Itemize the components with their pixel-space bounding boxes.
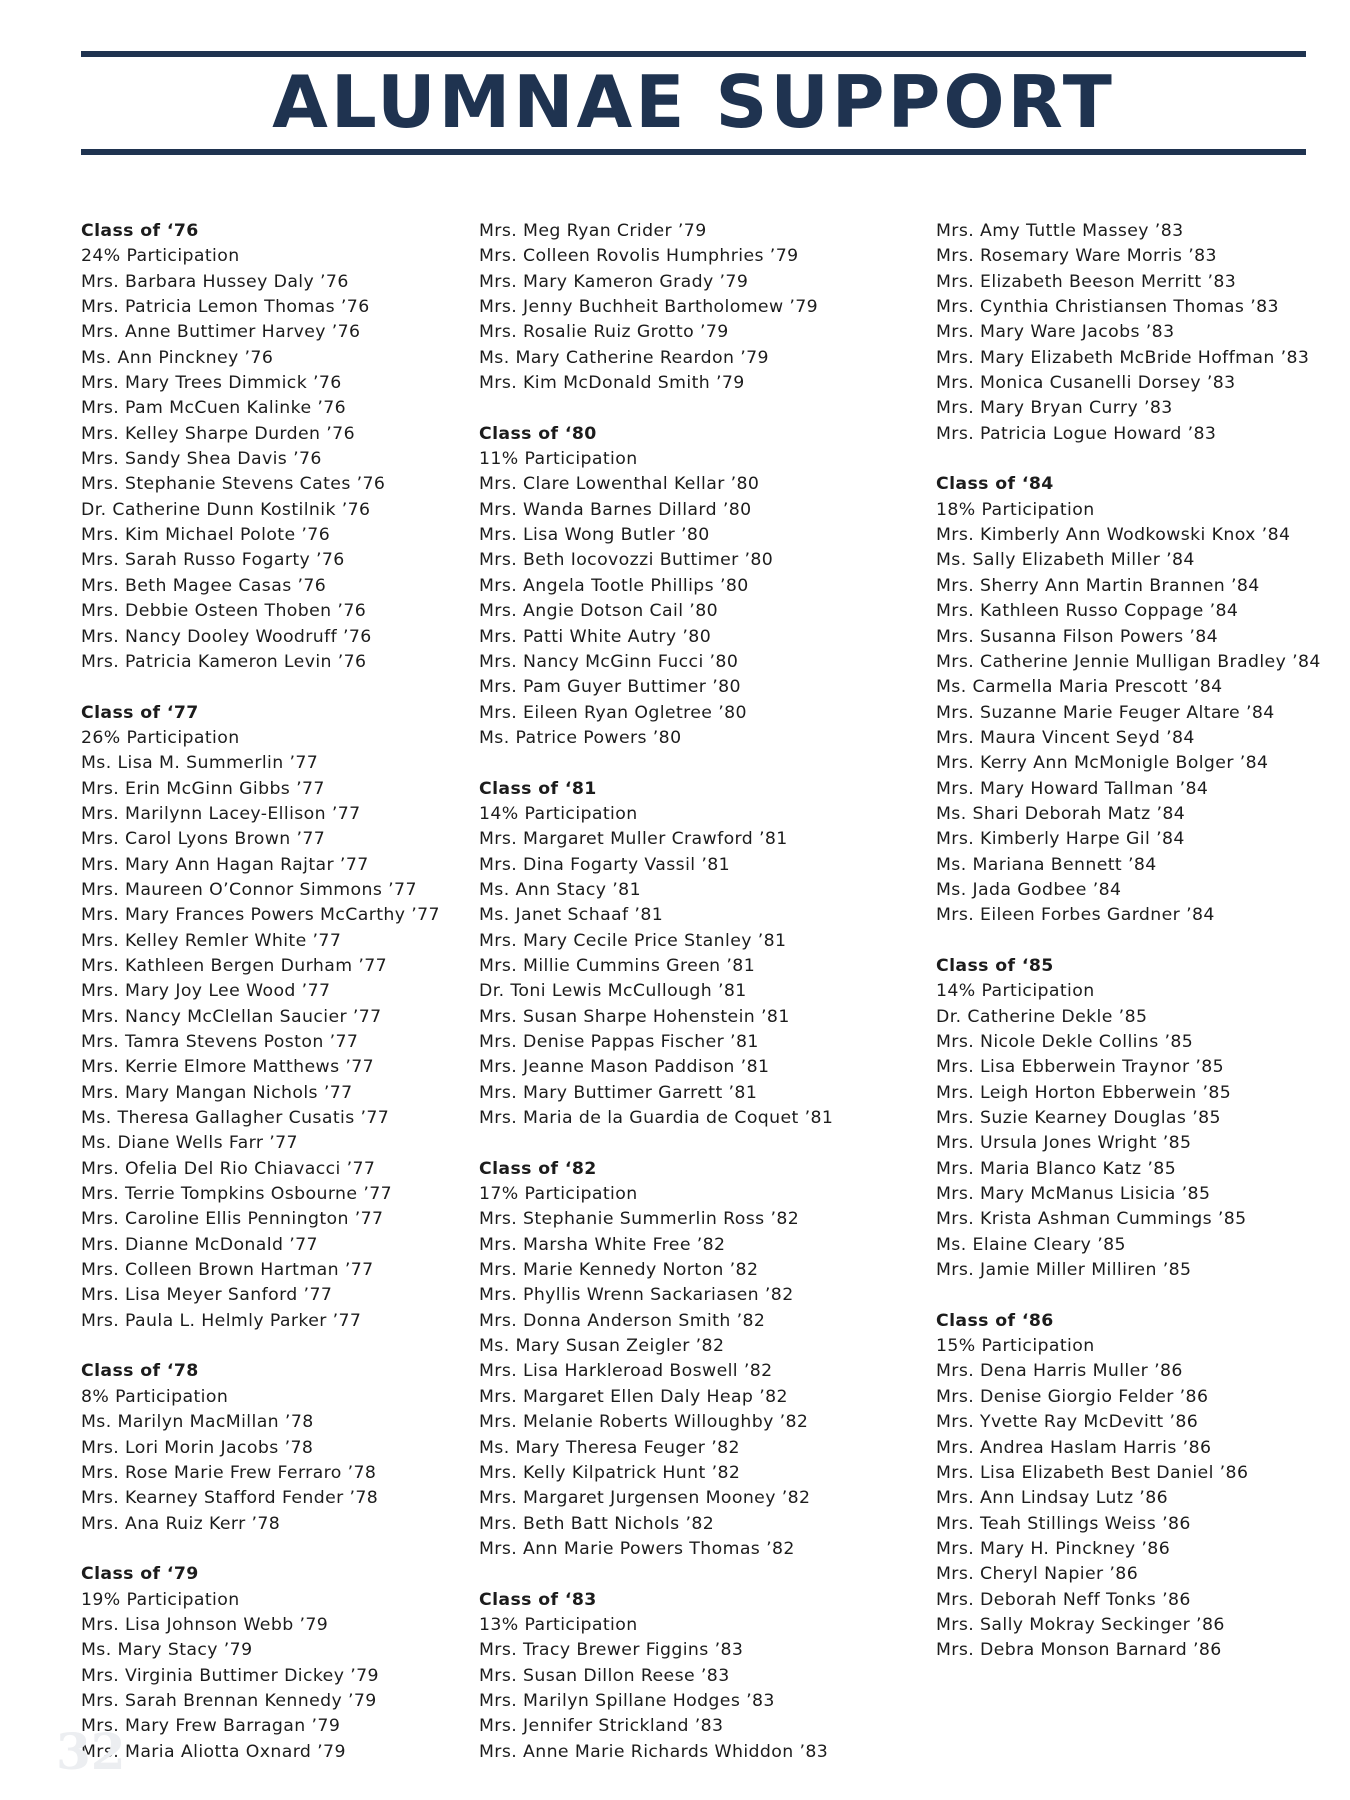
donor-name: Mrs. Maura Vincent Seyd ’84 bbox=[936, 727, 1195, 748]
donor-name: Mrs. Pam McCuen Kalinke ’76 bbox=[81, 398, 347, 419]
donor-name: Mrs. Donna Anderson Smith ’82 bbox=[479, 1310, 766, 1331]
donor-name: Mrs. Eileen Forbes Gardner ’84 bbox=[936, 905, 1215, 926]
donor-name: Mrs. Mary Buttimer Garrett ’81 bbox=[479, 1082, 758, 1103]
donor-name: Mrs. Denise Pappas Fischer ’81 bbox=[479, 1032, 759, 1052]
donor-name: Mrs. Mary Bryan Curry ’83 bbox=[936, 398, 1173, 419]
donor-name: Mrs. Suzanne Marie Feuger Altare ’84 bbox=[936, 702, 1275, 723]
donor-name: Mrs. Rose Marie Frew Ferraro ’78 bbox=[81, 1462, 377, 1483]
donor-name: Mrs. Kelley Sharpe Durden ’76 bbox=[81, 423, 355, 444]
participation-rate: 18% Participation bbox=[936, 499, 1095, 520]
donor-name: Mrs. Mary Cecile Price Stanley ’81 bbox=[479, 930, 787, 951]
donor-name: Mrs. Kerrie Elmore Matthews ’77 bbox=[81, 1057, 375, 1078]
donor-name: Mrs. Patricia Kameron Levin ’76 bbox=[81, 651, 367, 672]
donor-name: Mrs. Jennifer Strickland ’83 bbox=[479, 1716, 724, 1737]
participation-rate: 26% Participation bbox=[81, 727, 240, 748]
donor-name: Mrs. Debra Monson Barnard ’86 bbox=[936, 1640, 1222, 1661]
donor-name: Mrs. Beth Magee Casas ’76 bbox=[81, 575, 327, 596]
donor-name: Mrs. Kearney Stafford Fender ’78 bbox=[81, 1488, 379, 1509]
donor-name: Mrs. Mary McManus Lisicia ’85 bbox=[936, 1184, 1211, 1205]
participation-rate: 17% Participation bbox=[479, 1184, 638, 1205]
donor-name: Mrs. Lisa Wong Butler ’80 bbox=[479, 525, 710, 546]
donor-name: Mrs. Amy Tuttle Massey ’83 bbox=[936, 221, 1184, 241]
donor-name: Ms. Janet Schaaf ’81 bbox=[479, 905, 664, 926]
donor-name: Mrs. Wanda Barnes Dillard ’80 bbox=[479, 499, 752, 520]
donor-name: Mrs. Kim McDonald Smith ’79 bbox=[479, 373, 745, 394]
donor-name: Mrs. Marilynn Lacey-Ellison ’77 bbox=[81, 803, 361, 824]
donor-name: Mrs. Sally Mokray Seckinger ’86 bbox=[936, 1614, 1225, 1635]
class-heading: Class of ‘76 bbox=[81, 221, 199, 241]
donor-name: Mrs. Ann Lindsay Lutz ’86 bbox=[936, 1488, 1168, 1509]
bottom-rule bbox=[81, 149, 1306, 155]
donor-name: Mrs. Kathleen Bergen Durham ’77 bbox=[81, 955, 388, 976]
donor-name: Mrs. Kelly Kilpatrick Hunt ’82 bbox=[479, 1462, 741, 1483]
participation-rate: 13% Participation bbox=[479, 1614, 638, 1635]
column-1 bbox=[81, 219, 440, 1790]
donor-name: Mrs. Tracy Brewer Figgins ’83 bbox=[479, 1640, 744, 1661]
class-heading: Class of ‘81 bbox=[479, 778, 597, 799]
donor-name: Mrs. Nancy McGinn Fucci ’80 bbox=[479, 651, 739, 672]
donor-name: Mrs. Paula L. Helmly Parker ’77 bbox=[81, 1310, 362, 1331]
donor-name: Mrs. Margaret Jurgensen Mooney ’82 bbox=[479, 1488, 811, 1509]
donor-name: Ms. Patrice Powers ’80 bbox=[479, 727, 682, 748]
participation-rate: 15% Participation bbox=[936, 1336, 1095, 1357]
donor-name: Mrs. Sherry Ann Martin Brannen ’84 bbox=[936, 575, 1260, 596]
donor-name: Ms. Lisa M. Summerlin ’77 bbox=[81, 753, 319, 774]
participation-rate: 8% Participation bbox=[81, 1386, 229, 1407]
donor-name: Mrs. Leigh Horton Ebberwein ’85 bbox=[936, 1082, 1232, 1103]
donor-name: Mrs. Nancy Dooley Woodruff ’76 bbox=[81, 626, 372, 647]
donor-name: Mrs. Sandy Shea Davis ’76 bbox=[81, 449, 322, 470]
donor-name: Mrs. Ursula Jones Wright ’85 bbox=[936, 1133, 1192, 1154]
donor-name: Mrs. Margaret Ellen Daly Heap ’82 bbox=[479, 1386, 788, 1407]
donor-name: Mrs. Cheryl Napier ’86 bbox=[936, 1564, 1139, 1585]
donor-name: Mrs. Mary Mangan Nichols ’77 bbox=[81, 1082, 353, 1103]
donor-name: Mrs. Mary Trees Dimmick ’76 bbox=[81, 373, 342, 394]
class-group bbox=[479, 422, 833, 751]
donor-name: Mrs. Phyllis Wrenn Sackariasen ’82 bbox=[479, 1285, 794, 1306]
donor-name: Ms. Ann Pinckney ’76 bbox=[81, 347, 274, 368]
participation-rate: 11% Participation bbox=[479, 449, 638, 470]
donor-name: Mrs. Anne Buttimer Harvey ’76 bbox=[81, 322, 361, 343]
donor-name: Mrs. Meg Ryan Crider ’79 bbox=[479, 221, 707, 241]
donor-name: Mrs. Nancy McClellan Saucier ’77 bbox=[81, 1006, 382, 1027]
donor-name: Mrs. Pam Guyer Buttimer ’80 bbox=[479, 677, 741, 698]
donor-name: Mrs. Suzie Kearney Douglas ’85 bbox=[936, 1108, 1221, 1129]
participation-rate: 14% Participation bbox=[479, 803, 638, 824]
donor-name: Mrs. Ofelia Del Rio Chiavacci ’77 bbox=[81, 1158, 376, 1179]
donor-name: Mrs. Susan Dillon Reese ’83 bbox=[479, 1665, 730, 1686]
donor-name: Mrs. Susan Sharpe Hohenstein ’81 bbox=[479, 1006, 790, 1027]
donor-name: Mrs. Dianne McDonald ’77 bbox=[81, 1234, 318, 1255]
donor-name: Mrs. Colleen Rovolis Humphries ’79 bbox=[479, 246, 799, 267]
donor-name: Mrs. Mary Joy Lee Wood ’77 bbox=[81, 981, 331, 1002]
donor-name: Mrs. Rosemary Ware Morris ’83 bbox=[936, 246, 1217, 267]
donor-name: Mrs. Barbara Hussey Daly ’76 bbox=[81, 271, 349, 292]
class-heading: Class of ‘83 bbox=[479, 1589, 597, 1610]
donor-name: Mrs. Marsha White Free ’82 bbox=[479, 1234, 726, 1255]
donor-name: Mrs. Margaret Muller Crawford ’81 bbox=[479, 829, 788, 850]
class-group bbox=[936, 1309, 1321, 1664]
donor-name: Mrs. Cynthia Christiansen Thomas ’83 bbox=[936, 297, 1279, 318]
donor-name: Mrs. Kelley Remler White ’77 bbox=[81, 930, 342, 951]
donor-name: Mrs. Lisa Meyer Sanford ’77 bbox=[81, 1285, 333, 1306]
participation-rate: 19% Participation bbox=[81, 1589, 240, 1610]
donor-name: Mrs. Sarah Russo Fogarty ’76 bbox=[81, 550, 345, 571]
donor-name: Mrs. Colleen Brown Hartman ’77 bbox=[81, 1260, 374, 1281]
donor-name: Mrs. Rosalie Ruiz Grotto ’79 bbox=[479, 322, 729, 343]
donor-name: Ms. Carmella Maria Prescott ’84 bbox=[936, 677, 1223, 698]
donor-name: Mrs. Patricia Logue Howard ’83 bbox=[936, 423, 1217, 444]
donor-name: Ms. Mary Catherine Reardon ’79 bbox=[479, 347, 769, 368]
donor-name: Mrs. Debbie Osteen Thoben ’76 bbox=[81, 601, 367, 622]
donor-name: Mrs. Mary Ware Jacobs ’83 bbox=[936, 322, 1175, 343]
donor-name: Mrs. Mary Frew Barragan ’79 bbox=[81, 1716, 341, 1737]
donor-name: Ms. Ann Stacy ’81 bbox=[479, 879, 641, 900]
donor-name: Mrs. Denise Giorgio Felder ’86 bbox=[936, 1386, 1209, 1407]
donor-name: Mrs. Lisa Elizabeth Best Daniel ’86 bbox=[936, 1462, 1249, 1483]
donor-name: Mrs. Maria Aliotta Oxnard ’79 bbox=[81, 1741, 346, 1762]
donor-name: Mrs. Dena Harris Muller ’86 bbox=[936, 1361, 1183, 1382]
donor-name: Mrs. Terrie Tompkins Osbourne ’77 bbox=[81, 1184, 393, 1205]
class-group bbox=[479, 219, 833, 396]
donor-name: Ms. Diane Wells Farr ’77 bbox=[81, 1133, 298, 1154]
donor-name: Ms. Mary Stacy ’79 bbox=[81, 1640, 253, 1661]
donor-name: Ms. Elaine Cleary ’85 bbox=[936, 1234, 1126, 1255]
donor-name: Mrs. Patti White Autry ’80 bbox=[479, 626, 712, 647]
donor-name: Mrs. Sarah Brennan Kennedy ’79 bbox=[81, 1690, 377, 1711]
donor-name: Mrs. Teah Stillings Weiss ’86 bbox=[936, 1513, 1191, 1534]
donor-name: Ms. Shari Deborah Matz ’84 bbox=[936, 803, 1186, 824]
donor-name: Mrs. Monica Cusanelli Dorsey ’83 bbox=[936, 373, 1236, 394]
donor-name: Ms. Theresa Gallagher Cusatis ’77 bbox=[81, 1108, 390, 1129]
donor-name: Mrs. Dina Fogarty Vassil ’81 bbox=[479, 854, 731, 875]
donor-name: Mrs. Angela Tootle Phillips ’80 bbox=[479, 575, 749, 596]
donor-name: Mrs. Caroline Ellis Pennington ’77 bbox=[81, 1209, 384, 1230]
donor-name: Mrs. Catherine Jennie Mulligan Bradley ’84 bbox=[936, 651, 1321, 672]
page-number: 32 bbox=[56, 1722, 126, 1781]
class-group bbox=[81, 701, 440, 1335]
class-heading: Class of ‘85 bbox=[936, 955, 1054, 976]
donor-name: Mrs. Jamie Miller Milliren ’85 bbox=[936, 1260, 1192, 1281]
column-2 bbox=[479, 219, 833, 1790]
donor-name: Mrs. Patricia Lemon Thomas ’76 bbox=[81, 297, 370, 318]
donor-name: Mrs. Melanie Roberts Willoughby ’82 bbox=[479, 1412, 809, 1433]
donor-name: Mrs. Lisa Harkleroad Boswell ’82 bbox=[479, 1361, 773, 1382]
donor-name: Mrs. Lisa Johnson Webb ’79 bbox=[81, 1614, 329, 1635]
donor-name: Mrs. Jenny Buchheit Bartholomew ’79 bbox=[479, 297, 819, 318]
donor-name: Mrs. Virginia Buttimer Dickey ’79 bbox=[81, 1665, 379, 1686]
class-group bbox=[936, 472, 1321, 928]
donor-name: Mrs. Lori Morin Jacobs ’78 bbox=[81, 1437, 314, 1458]
class-group bbox=[479, 1157, 833, 1563]
donor-name: Ms. Marilyn MacMillan ’78 bbox=[81, 1412, 314, 1433]
donor-name: Mrs. Kathleen Russo Coppage ’84 bbox=[936, 601, 1239, 622]
donor-name: Mrs. Beth Batt Nichols ’82 bbox=[479, 1513, 715, 1534]
class-group bbox=[936, 954, 1321, 1283]
donor-name: Mrs. Andrea Haslam Harris ’86 bbox=[936, 1437, 1212, 1458]
column-3 bbox=[936, 219, 1321, 1689]
class-group bbox=[479, 777, 833, 1132]
donor-name: Mrs. Carol Lyons Brown ’77 bbox=[81, 829, 326, 850]
class-heading: Class of ‘80 bbox=[479, 423, 597, 444]
donor-name: Mrs. Elizabeth Beeson Merritt ’83 bbox=[936, 271, 1237, 292]
class-heading: Class of ‘82 bbox=[479, 1158, 597, 1179]
donor-name: Mrs. Maria Blanco Katz ’85 bbox=[936, 1158, 1177, 1179]
donor-name: Mrs. Deborah Neff Tonks ’86 bbox=[936, 1589, 1191, 1610]
donor-name: Mrs. Mary H. Pinckney ’86 bbox=[936, 1538, 1171, 1559]
class-group bbox=[479, 1588, 833, 1765]
donor-name: Mrs. Marie Kennedy Norton ’82 bbox=[479, 1260, 759, 1281]
class-heading: Class of ‘78 bbox=[81, 1361, 199, 1382]
donor-name: Mrs. Mary Frances Powers McCarthy ’77 bbox=[81, 905, 440, 926]
class-group bbox=[936, 219, 1321, 447]
donor-name: Mrs. Clare Lowenthal Kellar ’80 bbox=[479, 474, 760, 495]
donor-name: Mrs. Krista Ashman Cummings ’85 bbox=[936, 1209, 1247, 1230]
donor-name: Mrs. Marilyn Spillane Hodges ’83 bbox=[479, 1690, 775, 1711]
donor-name: Mrs. Maria de la Guardia de Coquet ’81 bbox=[479, 1108, 834, 1129]
donor-name: Mrs. Angie Dotson Cail ’80 bbox=[479, 601, 718, 622]
donor-name: Mrs. Ann Marie Powers Thomas ’82 bbox=[479, 1538, 795, 1559]
donor-name: Mrs. Maureen O’Connor Simmons ’77 bbox=[81, 879, 417, 900]
donor-name: Mrs. Erin McGinn Gibbs ’77 bbox=[81, 778, 325, 799]
class-heading: Class of ‘86 bbox=[936, 1310, 1054, 1331]
donor-name: Mrs. Kimberly Harpe Gil ’84 bbox=[936, 829, 1185, 850]
participation-rate: 14% Participation bbox=[936, 981, 1095, 1002]
donor-name: Mrs. Lisa Ebberwein Traynor ’85 bbox=[936, 1057, 1225, 1078]
donor-name: Ms. Mary Susan Zeigler ’82 bbox=[479, 1336, 725, 1357]
donor-name: Ms. Sally Elizabeth Miller ’84 bbox=[936, 550, 1195, 571]
donor-name: Ms. Mariana Bennett ’84 bbox=[936, 854, 1157, 875]
donor-name: Dr. Catherine Dekle ’85 bbox=[936, 1006, 1148, 1027]
donor-name: Mrs. Susanna Filson Powers ’84 bbox=[936, 626, 1219, 647]
donor-name: Mrs. Mary Elizabeth McBride Hoffman ’83 bbox=[936, 347, 1310, 368]
donor-name: Mrs. Kimberly Ann Wodkowski Knox ’84 bbox=[936, 525, 1291, 546]
donor-name: Mrs. Eileen Ryan Ogletree ’80 bbox=[479, 702, 747, 723]
donor-name: Mrs. Mary Kameron Grady ’79 bbox=[479, 271, 749, 292]
class-group bbox=[81, 1359, 440, 1536]
donor-name: Mrs. Stephanie Stevens Cates ’76 bbox=[81, 474, 386, 495]
class-heading: Class of ‘84 bbox=[936, 474, 1054, 495]
donor-name: Mrs. Jeanne Mason Paddison ’81 bbox=[479, 1057, 770, 1078]
donor-name: Ms. Jada Godbee ’84 bbox=[936, 879, 1122, 900]
donor-name: Mrs. Mary Howard Tallman ’84 bbox=[936, 778, 1209, 799]
donor-name: Ms. Mary Theresa Feuger ’82 bbox=[479, 1437, 740, 1458]
donor-name: Mrs. Mary Ann Hagan Rajtar ’77 bbox=[81, 854, 369, 875]
donor-name: Mrs. Anne Marie Richards Whiddon ’83 bbox=[479, 1741, 829, 1762]
donor-name: Mrs. Beth Iocovozzi Buttimer ’80 bbox=[479, 550, 774, 571]
class-heading: Class of ‘77 bbox=[81, 702, 199, 723]
class-heading: Class of ‘79 bbox=[81, 1564, 199, 1585]
donor-name: Mrs. Tamra Stevens Poston ’77 bbox=[81, 1032, 359, 1052]
donor-name: Mrs. Kim Michael Polote ’76 bbox=[81, 525, 331, 546]
donor-name: Mrs. Yvette Ray McDevitt ’86 bbox=[936, 1412, 1199, 1433]
donor-name: Mrs. Stephanie Summerlin Ross ’82 bbox=[479, 1209, 800, 1230]
participation-rate: 24% Participation bbox=[81, 246, 240, 267]
class-group bbox=[81, 1562, 440, 1765]
donor-name: Mrs. Kerry Ann McMonigle Bolger ’84 bbox=[936, 753, 1269, 774]
donor-name: Mrs. Millie Cummins Green ’81 bbox=[479, 955, 756, 976]
donor-name: Mrs. Ana Ruiz Kerr ’78 bbox=[81, 1513, 281, 1534]
donor-name: Dr. Toni Lewis McCullough ’81 bbox=[479, 981, 747, 1002]
donor-name: Mrs. Nicole Dekle Collins ’85 bbox=[936, 1032, 1194, 1052]
class-group bbox=[81, 219, 440, 675]
page-title: ALUMNAE SUPPORT bbox=[272, 60, 1115, 144]
donor-name: Dr. Catherine Dunn Kostilnik ’76 bbox=[81, 499, 371, 520]
